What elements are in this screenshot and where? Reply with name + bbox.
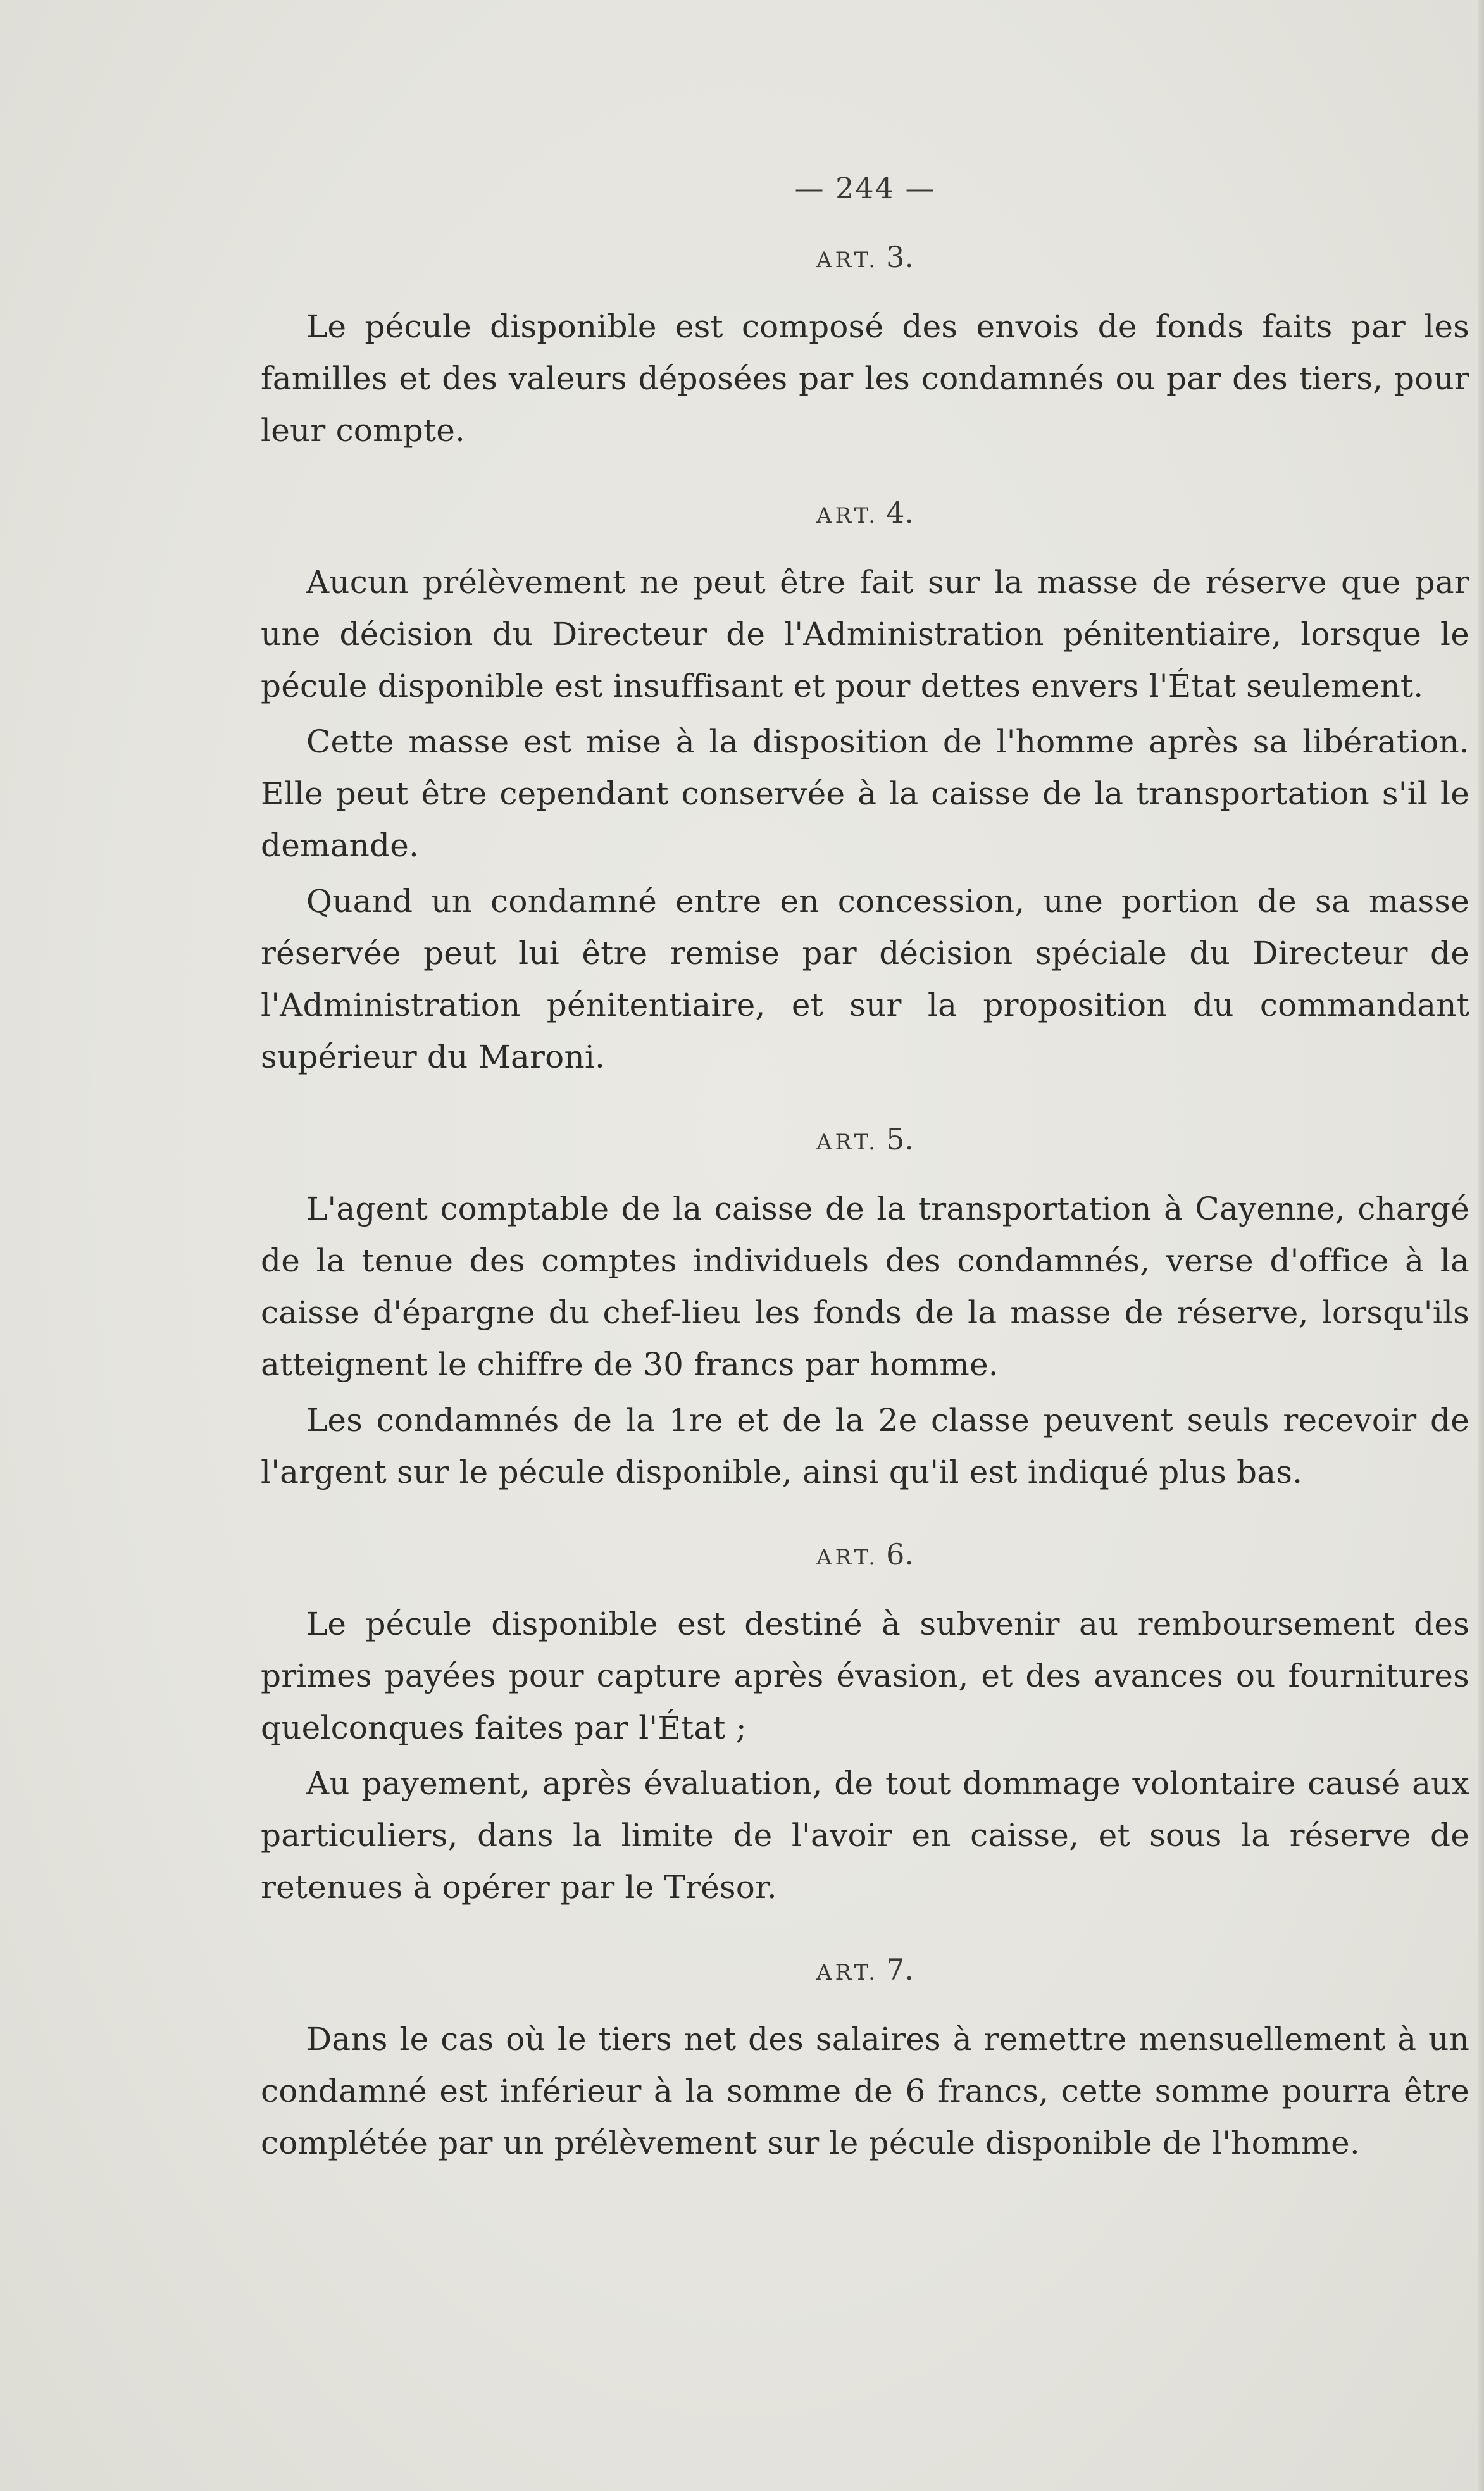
article-label: ART.	[816, 247, 879, 273]
article-paragraph: Les condamnés de la 1re et de la 2e classe peuvent seuls recevoir de l'argent sur le pécule disponible, ainsi qu'il est indiqué plus bas.	[261, 1402, 1469, 1490]
page-number: — 244 —	[794, 171, 936, 205]
article-6	[261, 1537, 1469, 1913]
article-heading	[261, 1952, 1469, 1987]
article-paragraph: Le pécule disponible est composé des envois de fonds faits par les familles et des valeurs déposées par les condamnés ou par des tiers, pour leur compte.	[261, 308, 1469, 449]
article-label: ART.	[816, 1545, 879, 1570]
article-label: ART.	[816, 1130, 879, 1155]
article-paragraph: Au payement, après évaluation, de tout dommage volontaire causé aux particuliers, dans la limite de l'avoir en caisse, et sous la réserve de retenues à opérer par le Trésor.	[261, 1765, 1469, 1906]
article-label: ART.	[816, 1960, 879, 1985]
article-number: 6.	[886, 1537, 914, 1571]
article-label: ART.	[816, 503, 879, 528]
article-number: 4.	[886, 496, 914, 530]
article-heading	[261, 1122, 1469, 1156]
page-edge	[1478, 0, 1484, 2491]
article-paragraph: Quand un condamné entre en concession, une portion de sa masse réservée peut lui être remise par décision spéciale du Directeur de l'Administration pénitentiaire, et sur la proposition du commandant supérieur du Maroni.	[261, 883, 1469, 1075]
article-3	[261, 240, 1469, 456]
article-heading	[261, 496, 1469, 530]
article-number: 3.	[886, 240, 914, 274]
article-number: 7.	[886, 1952, 914, 1987]
article-paragraph: L'agent comptable de la caisse de la transportation à Cayenne, chargé de la tenue des comptes individuels des condamnés, verse d'office à la caisse d'épargne du chef-lieu les fonds de la masse de réserve, lorsqu'ils atteignent le chiffre de 30 francs par homme.	[261, 1190, 1469, 1383]
article-paragraph: Cette masse est mise à la disposition de l'homme après sa libération. Elle peut être cependant conservée à la caisse de la transportation s'il le demande.	[261, 723, 1469, 864]
article-7	[261, 1952, 1469, 2169]
article-heading	[261, 1537, 1469, 1571]
article-number: 5.	[886, 1122, 914, 1156]
article-4	[261, 496, 1469, 1083]
article-paragraph: Aucun prélèvement ne peut être fait sur la masse de réserve que par une décision du Directeur de l'Administration pénitentiaire, lorsque le pécule disponible est insuffisant et pour dettes envers l'État seulement.	[261, 564, 1469, 704]
article-paragraph: Le pécule disponible est destiné à subvenir au remboursement des primes payées pour capture après évasion, et des avances ou fournitures quelconques faites par l'État ;	[261, 1606, 1469, 1746]
article-5	[261, 1122, 1469, 1498]
article-paragraph: Dans le cas où le tiers net des salaires à remettre mensuellement à un condamné est inférieur à la somme de 6 francs, cette somme pourra être complétée par un prélèvement sur le pécule disponible de l'homme.	[261, 2021, 1469, 2161]
article-heading	[261, 240, 1469, 274]
page-content	[261, 171, 1469, 2169]
